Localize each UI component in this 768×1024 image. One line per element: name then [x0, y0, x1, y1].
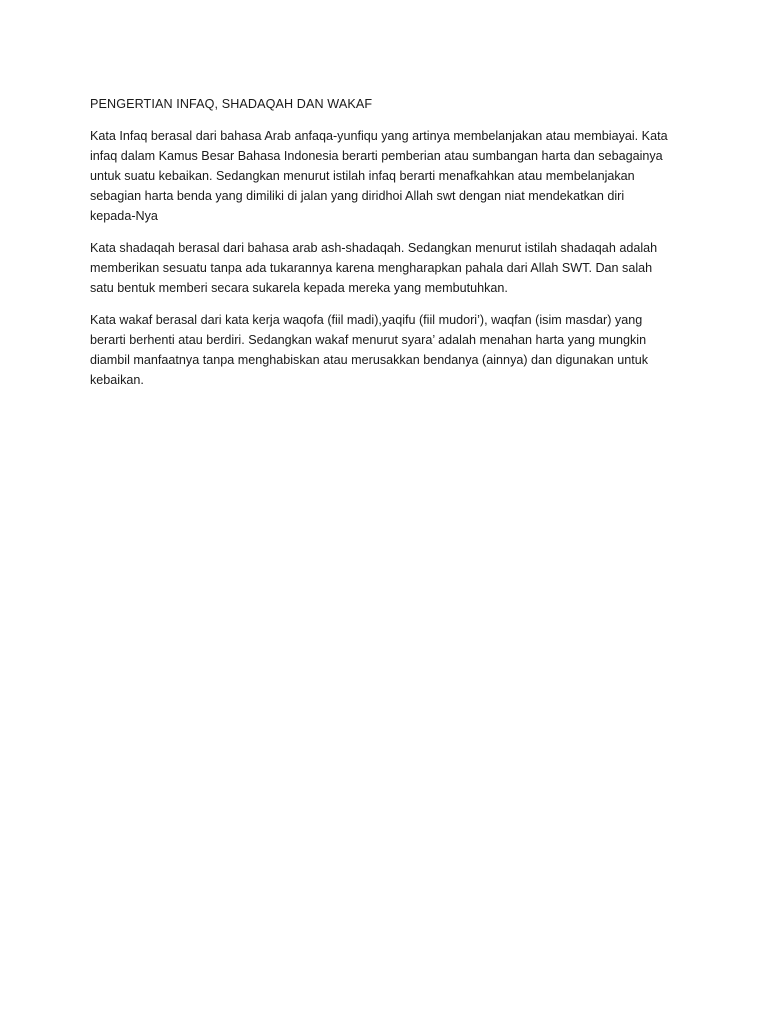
document-body	[90, 94, 670, 402]
paragraph-shadaqah: Kata shadaqah berasal dari bahasa arab ash-shadaqah. Sedangkan menurut istilah shadaqah adalah memberikan sesuatu tanpa ada tukarannya karena mengharapkan pahala dari Allah SWT. Dan salah satu bentuk memberi secara sukarela kepada mereka yang membutuhkan.	[90, 241, 658, 295]
document-title: PENGERTIAN INFAQ, SHADAQAH DAN WAKAF	[90, 97, 373, 111]
paragraph-infaq: Kata Infaq berasal dari bahasa Arab anfaqa-yunfiqu yang artinya membelanjakan atau membiayai. Kata infaq dalam Kamus Besar Bahasa Indonesia berarti pemberian atau sumbangan harta dan sebagainya untuk suatu kebaikan. Sedangkan menurut istilah infaq berarti menafkahkan atau membelanjakan sebagian harta benda yang dimiliki di jalan yang diridhoi Allah swt dengan niat mendekatkan diri kepada-Nya	[90, 129, 668, 223]
paragraph-wakaf: Kata wakaf berasal dari kata kerja waqofa (fiil madi),yaqifu (fiil mudori’), waqfan (isim masdar) yang berarti berhenti atau berdiri. Sedangkan wakaf menurut syara’ adalah menahan harta yang mungkin diambil manfaatnya tanpa menghabiskan atau merusakkan bendanya (ainnya) dan digunakan untuk kebaikan.	[90, 313, 648, 387]
